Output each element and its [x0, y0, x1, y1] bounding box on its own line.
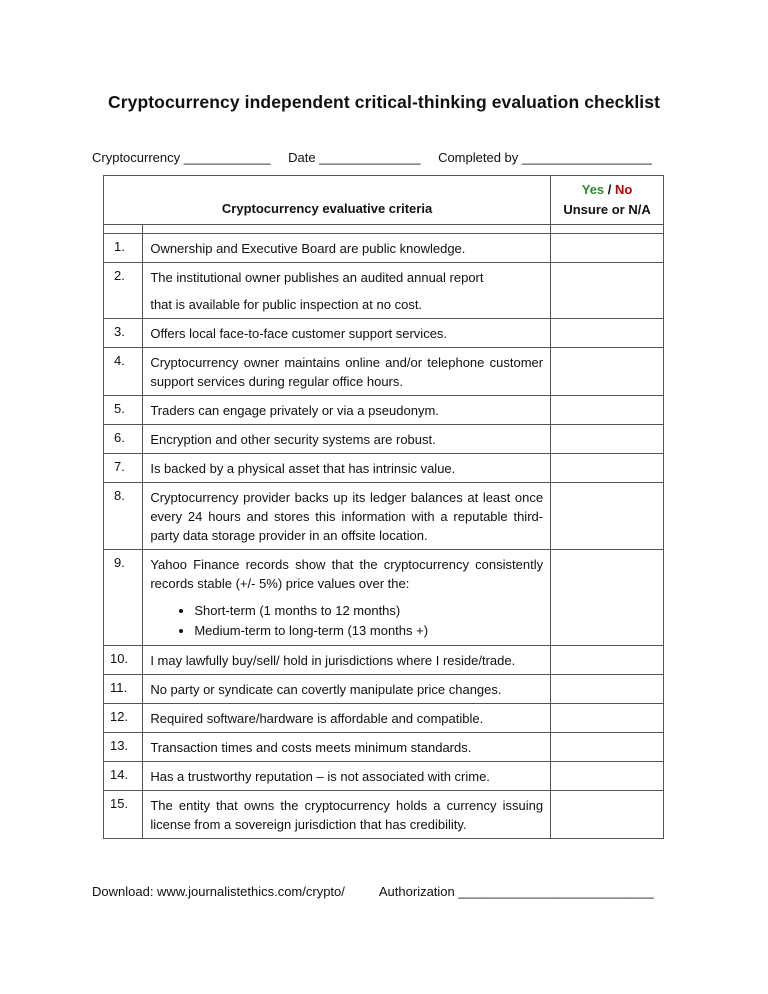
- criteria-bullet: • Medium-term to long-term (13 months +): [194, 621, 543, 641]
- row-number: 11.: [104, 675, 143, 704]
- unsure-label: Unsure or N/A: [563, 202, 651, 217]
- cryptocurrency-field[interactable]: Cryptocurrency ____________: [92, 150, 271, 165]
- criteria-cell: [143, 483, 551, 550]
- no-label: No: [615, 182, 633, 197]
- criteria-text: I may lawfully buy/sell/ hold in jurisdictions where I reside/trade.: [150, 653, 516, 668]
- criteria-text: Traders can engage privately or via a pseudonym.: [150, 403, 439, 418]
- table-row: [104, 454, 664, 483]
- answer-cell[interactable]: [551, 234, 664, 263]
- answer-cell[interactable]: [551, 454, 664, 483]
- criteria-cell: [143, 550, 551, 646]
- table-row: [104, 762, 664, 791]
- answer-cell[interactable]: [551, 704, 664, 733]
- table-row: [104, 396, 664, 425]
- completed-by-field[interactable]: Completed by __________________: [438, 150, 653, 165]
- slash-label: /: [604, 182, 615, 197]
- row-number: 8.: [104, 483, 143, 550]
- criteria-text: Is backed by a physical asset that has intrinsic value.: [150, 461, 456, 476]
- spacer-cell: [551, 225, 664, 234]
- criteria-header: Cryptocurrency evaluative criteria: [104, 176, 551, 225]
- row-number: 6.: [104, 425, 143, 454]
- criteria-cell: [143, 733, 551, 762]
- answer-cell[interactable]: [551, 263, 664, 319]
- row-number: 5.: [104, 396, 143, 425]
- spacer-cell: [143, 225, 551, 234]
- answer-cell[interactable]: [551, 396, 664, 425]
- criteria-bullet: • Short-term (1 months to 12 months): [194, 601, 543, 621]
- criteria-text: Required software/hardware is affordable and compatible.: [150, 711, 484, 726]
- row-number: 4.: [104, 348, 143, 396]
- criteria-text: Cryptocurrency owner maintains online and/or telephone customer support services during regular office hours.: [150, 355, 544, 389]
- answer-cell[interactable]: [551, 348, 664, 396]
- criteria-text: Cryptocurrency provider backs up its ledger balances at least once every 24 hours and stores this information with a reputable third-party data storage provider in an offsite location.: [150, 490, 544, 543]
- criteria-bullet-list: [150, 601, 543, 641]
- criteria-cell: [143, 319, 551, 348]
- criteria-text: Yahoo Finance records show that the cryptocurrency consistently records stable (+/- 5%) price values over the:: [150, 557, 544, 591]
- criteria-text: Transaction times and costs meets minimum standards.: [150, 740, 472, 755]
- answer-cell[interactable]: [551, 425, 664, 454]
- table-row: [104, 646, 664, 675]
- table-row: [104, 234, 664, 263]
- table-header-row: [104, 176, 664, 225]
- answer-cell[interactable]: [551, 791, 664, 839]
- criteria-cell: [143, 762, 551, 791]
- page-title: Cryptocurrency independent critical-thinking evaluation checklist: [107, 92, 661, 112]
- criteria-cell: [143, 646, 551, 675]
- table-row: [104, 348, 664, 396]
- criteria-cell: [143, 348, 551, 396]
- criteria-cell: [143, 704, 551, 733]
- row-number: 13.: [104, 733, 143, 762]
- authorization-field[interactable]: Authorization ___________________________: [378, 884, 654, 899]
- row-number: 12.: [104, 704, 143, 733]
- criteria-text-continued: that is available for public inspection at no cost.: [150, 297, 423, 312]
- answer-cell[interactable]: [551, 762, 664, 791]
- header-spacer-row: [104, 225, 664, 234]
- criteria-cell: [143, 263, 551, 319]
- table-row: [104, 425, 664, 454]
- criteria-cell: [143, 675, 551, 704]
- answer-cell[interactable]: [551, 550, 664, 646]
- row-number: 9.: [104, 550, 143, 646]
- criteria-cell: [143, 791, 551, 839]
- criteria-cell: [143, 234, 551, 263]
- criteria-text: Offers local face-to-face customer support services.: [150, 326, 448, 341]
- row-number: 3.: [104, 319, 143, 348]
- table-row: [104, 733, 664, 762]
- criteria-text: No party or syndicate can covertly manipulate price changes.: [150, 682, 502, 697]
- footer: [92, 884, 692, 899]
- spacer-cell: [104, 225, 143, 234]
- row-number: 15.: [104, 791, 143, 839]
- criteria-text: Has a trustworthy reputation – is not associated with crime.: [150, 769, 490, 784]
- row-number: 1.: [104, 234, 143, 263]
- row-number: 2.: [104, 263, 143, 319]
- answer-cell[interactable]: [551, 733, 664, 762]
- table-row: [104, 319, 664, 348]
- header-fields: [92, 150, 692, 165]
- table-row: [104, 483, 664, 550]
- criteria-cell: [143, 396, 551, 425]
- row-number: 7.: [104, 454, 143, 483]
- answer-header: [551, 176, 664, 225]
- criteria-text: Ownership and Executive Board are public knowledge.: [150, 241, 466, 256]
- criteria-text: The institutional owner publishes an audited annual report: [150, 270, 484, 285]
- table-row: [104, 675, 664, 704]
- answer-cell[interactable]: [551, 483, 664, 550]
- table-row: [104, 263, 664, 319]
- criteria-cell: [143, 454, 551, 483]
- table-row: [104, 791, 664, 839]
- criteria-cell: [143, 425, 551, 454]
- row-number: 10.: [104, 646, 143, 675]
- yes-label: Yes: [581, 182, 605, 197]
- table-row: [104, 704, 664, 733]
- criteria-text: The entity that owns the cryptocurrency holds a currency issuing license from a sovereign jurisdiction that has credibility.: [150, 798, 544, 832]
- answer-cell[interactable]: [551, 319, 664, 348]
- answer-cell[interactable]: [551, 675, 664, 704]
- table-row: [104, 550, 664, 646]
- checklist-table: [103, 175, 664, 839]
- criteria-text: Encryption and other security systems are robust.: [150, 432, 436, 447]
- date-field[interactable]: Date ______________: [288, 150, 421, 165]
- row-number: 14.: [104, 762, 143, 791]
- download-link[interactable]: Download: www.journalistethics.com/crypto/: [92, 884, 345, 899]
- answer-cell[interactable]: [551, 646, 664, 675]
